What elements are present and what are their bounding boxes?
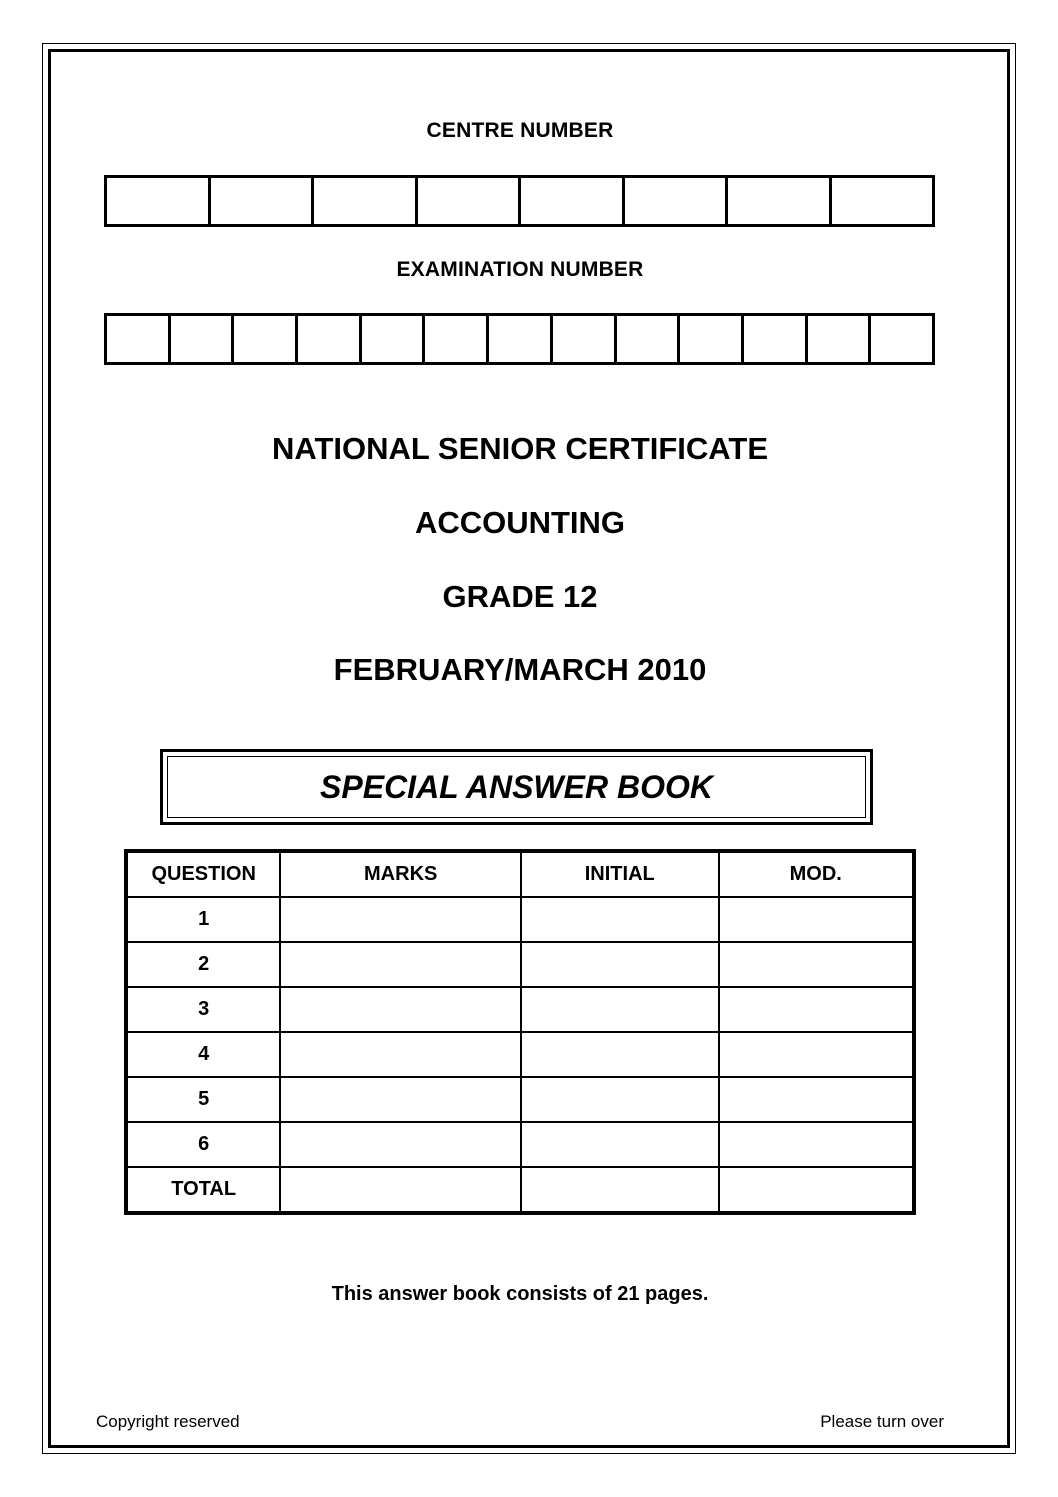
session-title: FEBRUARY/MARCH 2010 (333, 652, 707, 687)
question-cell: 3 (126, 987, 280, 1032)
initial-cell[interactable] (521, 1122, 719, 1167)
marks-table-header-row (126, 851, 914, 897)
header-initial: INITIAL (521, 851, 719, 897)
centre-number-digit-box[interactable] (832, 178, 933, 224)
table-row (126, 1122, 914, 1167)
examination-number-digit-box[interactable] (553, 316, 617, 362)
examination-number-digit-box[interactable] (107, 316, 171, 362)
marks-cell[interactable] (280, 987, 521, 1032)
examination-number-digit-box[interactable] (871, 316, 932, 362)
centre-number-boxes[interactable] (104, 175, 935, 227)
mod-cell[interactable] (719, 1077, 915, 1122)
question-cell: 6 (126, 1122, 280, 1167)
marks-cell[interactable] (280, 1167, 521, 1213)
question-cell-total: TOTAL (126, 1167, 280, 1213)
examination-number-digit-box[interactable] (298, 316, 362, 362)
special-answer-book-box (160, 749, 873, 825)
mod-cell[interactable] (719, 897, 915, 942)
examination-number-digit-box[interactable] (425, 316, 489, 362)
table-row (126, 1077, 914, 1122)
centre-number-label: CENTRE NUMBER (426, 119, 614, 142)
initial-cell[interactable] (521, 987, 719, 1032)
centre-number-digit-box[interactable] (625, 178, 729, 224)
examination-number-digit-box[interactable] (808, 316, 872, 362)
initial-cell[interactable] (521, 1167, 719, 1213)
marks-cell[interactable] (280, 1032, 521, 1077)
marks-cell[interactable] (280, 897, 521, 942)
marks-table (124, 849, 916, 1215)
table-row (126, 1032, 914, 1077)
marks-cell[interactable] (280, 1077, 521, 1122)
marks-cell[interactable] (280, 942, 521, 987)
certificate-title: NATIONAL SENIOR CERTIFICATE (272, 431, 768, 466)
centre-number-digit-box[interactable] (314, 178, 418, 224)
copyright-footer: Copyright reserved (96, 1412, 240, 1431)
initial-cell[interactable] (521, 1077, 719, 1122)
centre-number-digit-box[interactable] (728, 178, 832, 224)
centre-number-digit-box[interactable] (107, 178, 211, 224)
header-question: QUESTION (126, 851, 280, 897)
centre-number-digit-box[interactable] (418, 178, 522, 224)
mod-cell[interactable] (719, 1167, 915, 1213)
marks-cell[interactable] (280, 1122, 521, 1167)
examination-number-digit-box[interactable] (362, 316, 426, 362)
mod-cell[interactable] (719, 987, 915, 1032)
mod-cell[interactable] (719, 942, 915, 987)
subject-title: ACCOUNTING (414, 505, 626, 540)
table-row (126, 942, 914, 987)
examination-number-digit-box[interactable] (489, 316, 553, 362)
centre-number-digit-box[interactable] (521, 178, 625, 224)
initial-cell[interactable] (521, 942, 719, 987)
table-row (126, 987, 914, 1032)
examination-number-digit-box[interactable] (744, 316, 808, 362)
examination-number-digit-box[interactable] (171, 316, 235, 362)
grade-title: GRADE 12 (442, 579, 598, 614)
header-marks: MARKS (280, 851, 521, 897)
centre-number-digit-box[interactable] (211, 178, 315, 224)
question-cell: 1 (126, 897, 280, 942)
mod-cell[interactable] (719, 1122, 915, 1167)
special-answer-book-label: SPECIAL ANSWER BOOK (167, 756, 866, 818)
question-cell: 4 (126, 1032, 280, 1077)
question-cell: 5 (126, 1077, 280, 1122)
header-mod: MOD. (719, 851, 915, 897)
initial-cell[interactable] (521, 1032, 719, 1077)
question-cell: 2 (126, 942, 280, 987)
table-row-total (126, 1167, 914, 1213)
examination-number-digit-box[interactable] (680, 316, 744, 362)
turn-over-footer: Please turn over (820, 1412, 944, 1431)
examination-number-digit-box[interactable] (617, 316, 681, 362)
examination-number-boxes[interactable] (104, 313, 935, 365)
mod-cell[interactable] (719, 1032, 915, 1077)
examination-number-label: EXAMINATION NUMBER (396, 258, 644, 281)
page-count-note: This answer book consists of 21 pages. (331, 1283, 709, 1305)
table-row (126, 897, 914, 942)
initial-cell[interactable] (521, 897, 719, 942)
examination-number-digit-box[interactable] (234, 316, 298, 362)
